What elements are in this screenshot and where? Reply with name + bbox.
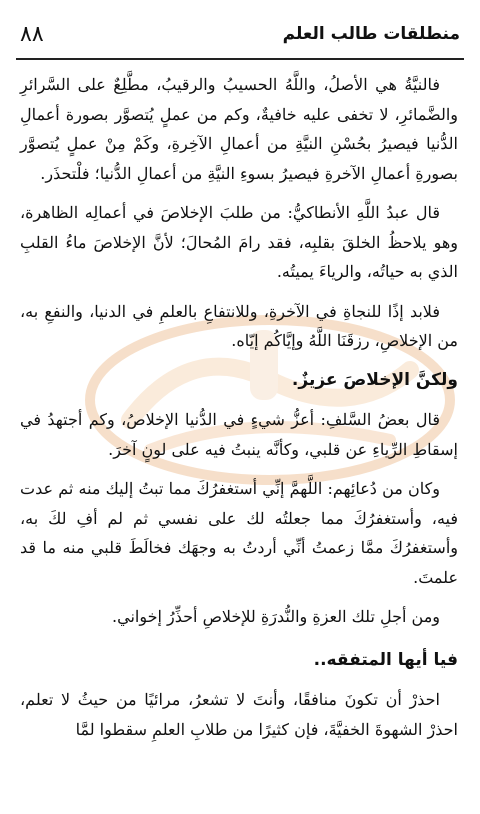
paragraph: قال عبدُ اللَّهِ الأنطاكيُّ: من طلبَ الإخلاصَ في أعمالِه الظاهرة، وهو يلاحظُ الخلقَ بقلبِه، فقد رامَ المُحالَ؛ لأنَّ الإخلاصَ ماءُ القلبِ الذي به حياتُه، والرياءَ يميتُه. [20,203,458,281]
running-title: منطلقات طالب العلم [282,24,460,44]
paragraph: قال بعضُ السَّلفِ: أعزُّ شيءٍ في الدُّنيا الإخلاصُ، وكم أجتهدُ في إسقاطِ الرِّياءِ عن قلبي، وكأنَّه ينبتُ فيه على لونٍ آخرَ. [20,410,458,459]
paragraph: احذرْ أن تكونَ منافقًا، وأنتَ لا تشعرُ، مرائيًا من حيثُ لا تعلم، احذرْ الشهوةَ الخفيَّةَ، فإن كثيرًا من طلابِ العلمِ سقطوا لمَّا [20,690,458,739]
paragraph: وكان من دُعائِهم: اللَّهمَّ إنِّي أستغفرُكَ مما تبتُ إليك منه ثم عدت فيه، وأستغفرُكَ مما جعلتُه لك على نفسي ثم لم أفِ لكَ به، وأستغفرُكَ ممَّا زعمتُ أنِّي أردتُ به وجهَك فخالَطَ قلبي منه ما قد علمتَ. [20,479,458,587]
paragraph: ومن أجلِ تلك العزةِ والنُّدرَةِ للإخلاصِ أحذِّرُ إخواني. [112,607,440,626]
section-heading: فيا أيها المتفقه.. [313,649,458,670]
page-body [20,70,458,754]
section-heading: ولكنَّ الإخلاصَ عزيزٌ. [291,369,458,390]
paragraph: فالنيَّةُ هي الأصلُ، واللَّهُ الحسيبُ والرقيبُ، مطَّلِعٌ على السَّرائرِ والضَّمائرِ، لا تخفى عليه خافيةٌ، وكم من عملٍ يُتصوَّر بصورة أعمالِ الدُّنيا فيصيرُ بحُسْنِ النيَّةِ من أعمالِ الآخِرةِ، وكَمْ مِنْ عملٍ يُتصوَّر بصورةِ أعمالِ الآخرةِ فيصيرُ بسوءِ النيَّةِ من أعمالِ الدُّنيا؛ فلْتحذَر. [20,75,458,183]
paragraph: فلابد إذًا للنجاةِ في الآخرةِ، وللانتفاعِ بالعلمِ في الدنيا، والنفعِ به، من الإخلاصِ، رزقَنَا اللَّهُ وإيَّاكُم إيّاه. [20,301,458,350]
header-divider [16,58,464,60]
page-header [0,0,480,62]
page-number: ٨٨ [20,22,44,47]
